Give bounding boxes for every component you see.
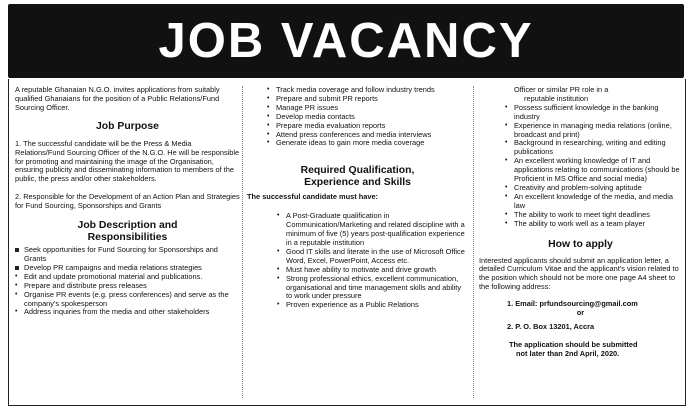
apply-po-box: 2. P. O. Box 13201, Accra bbox=[507, 321, 595, 331]
list-item bbox=[505, 193, 682, 211]
list-item-text: The ability to work well as a team player bbox=[514, 218, 646, 228]
dot-bullet-icon: • bbox=[267, 130, 270, 138]
list-item-text: Organise PR events (e.g. press conferences) and serve as the company's spokesperson bbox=[24, 289, 229, 308]
apply-email: 1. Email: prfundsourcing@gmail.com bbox=[507, 299, 638, 309]
job-description-heading: Job Description and bbox=[77, 220, 178, 232]
list-item-text: Good IT skills and literate in the use of Microsoft Office Word, Excel, PowerPoint, Access etc. bbox=[286, 246, 465, 265]
dot-bullet-icon: • bbox=[277, 274, 280, 282]
list-item bbox=[505, 104, 682, 122]
how-to-apply-heading: How to apply bbox=[548, 238, 613, 250]
dot-bullet-icon: • bbox=[505, 103, 508, 111]
duties-list bbox=[15, 246, 240, 317]
dot-bullet-icon: • bbox=[15, 308, 18, 316]
list-item-text: An excellent knowledge of the media, and media law bbox=[514, 191, 673, 210]
qualification-heading-line-2: Experience and Skills bbox=[304, 177, 411, 189]
dot-bullet-icon: • bbox=[15, 272, 18, 280]
list-item-text: Develop PR campaigns and media relations strategies bbox=[24, 262, 202, 272]
dot-bullet-icon: • bbox=[267, 94, 270, 102]
dot-bullet-icon: • bbox=[505, 210, 508, 218]
dot-bullet-icon: • bbox=[267, 112, 270, 120]
qualification-continued-line-2: reputable institution bbox=[524, 93, 589, 103]
dot-bullet-icon: • bbox=[505, 219, 508, 227]
apply-instructions: Interested applicants should submit an application letter, a detailed Curriculum Vitae and the applicant's vision related to the position which should not be more one page A4 sheet to the following address: bbox=[479, 255, 679, 292]
list-item-text: The ability to work to meet tight deadlines bbox=[514, 209, 650, 219]
list-item-text: A Post-Graduate qualification in Communication/Marketing and related discipline with a minimum of five (5) years post-qualification experience in a reputable institution bbox=[286, 211, 465, 247]
dot-bullet-icon: • bbox=[267, 86, 270, 93]
list-item bbox=[505, 157, 682, 184]
intro-paragraph: A reputable Ghanaian N.G.O. invites applications from suitably qualified Ghanaians for the position of a Public Relations/Fund Sourcing Officer. bbox=[15, 85, 220, 112]
list-item-text: Creativity and problem-solving aptitude bbox=[514, 182, 642, 192]
list-item-text: Attend press conferences and media interviews bbox=[276, 129, 432, 139]
qualification-continued: Officer or similar PR role in a bbox=[514, 85, 609, 94]
list-item-text: Prepare and submit PR reports bbox=[276, 93, 378, 103]
list-item-text: Experience in managing media relations (online, broadcast and print) bbox=[514, 120, 672, 139]
list-item-text: Address inquiries from the media and other stakeholders bbox=[24, 307, 210, 317]
list-item bbox=[267, 139, 468, 148]
list-item bbox=[15, 308, 240, 317]
dot-bullet-icon: • bbox=[267, 103, 270, 111]
dot-bullet-icon: • bbox=[15, 281, 18, 289]
list-item-text: Seek opportunities for Fund Sourcing for Sponsorships and Grants bbox=[24, 245, 218, 263]
list-item-text: Background in researching, writing and editing publications bbox=[514, 138, 666, 157]
square-bullet-icon bbox=[15, 246, 22, 255]
list-item-text: Develop media contacts bbox=[276, 111, 355, 121]
list-item bbox=[277, 301, 468, 310]
column-left bbox=[15, 86, 240, 317]
column-right bbox=[479, 86, 682, 359]
list-item-text: Manage PR issues bbox=[276, 102, 339, 112]
list-item-text: Possess sufficient knowledge in the banking industry bbox=[514, 102, 659, 121]
title-banner bbox=[8, 4, 684, 78]
job-purpose-heading: Job Purpose bbox=[96, 120, 159, 132]
dot-bullet-icon: • bbox=[267, 139, 270, 147]
column-divider bbox=[473, 86, 474, 398]
dot-bullet-icon: • bbox=[505, 183, 508, 191]
dot-bullet-icon: • bbox=[277, 301, 280, 309]
dot-bullet-icon: • bbox=[277, 265, 280, 273]
dot-bullet-icon: • bbox=[505, 192, 508, 200]
list-item-text: Proven experience as a Public Relations bbox=[286, 300, 419, 310]
must-have-label: The successful candidate must have: bbox=[247, 192, 379, 202]
duties-continued-list bbox=[247, 86, 468, 148]
list-item-text: Strong professional ethics, excellent communication, organisational and time management skills and ability to work under pressure bbox=[286, 273, 462, 301]
list-item-text: Track media coverage and follow industry trends bbox=[276, 85, 435, 94]
purpose-item-1: 1. The successful candidate will be the Press & Media Relations/Fund Sourcing Officer of the N.G.O. He will be responsible for promoting and maintaining the image of the Organisation, ensuring publicity and disseminating information to members of the public, the press and/or other stakeholders. bbox=[15, 138, 240, 184]
dot-bullet-icon: • bbox=[505, 121, 508, 129]
list-item bbox=[15, 246, 240, 264]
list-item-text: An excellent working knowledge of IT and applications relating to communications (should be Proficient in MS Office and social media) bbox=[514, 156, 680, 184]
list-item-text: Prepare and distribute press releases bbox=[24, 280, 147, 290]
list-item-text: Edit and update promotional material and publications. bbox=[24, 271, 203, 281]
list-item-text: Must have ability to motivate and drive growth bbox=[286, 264, 436, 274]
dot-bullet-icon: • bbox=[15, 290, 18, 298]
qualifications-more-list bbox=[479, 104, 682, 229]
dot-bullet-icon: • bbox=[277, 212, 280, 220]
dot-bullet-icon: • bbox=[505, 139, 508, 147]
column-middle bbox=[247, 86, 468, 310]
list-item bbox=[277, 212, 468, 248]
dot-bullet-icon: • bbox=[277, 247, 280, 255]
job-description-heading-line-2: Responsibilities bbox=[87, 232, 168, 244]
square-bullet-icon bbox=[15, 264, 22, 273]
dot-bullet-icon: • bbox=[505, 157, 508, 165]
apply-or: or bbox=[576, 308, 585, 318]
list-item bbox=[505, 122, 682, 140]
deadline-line-1: The application should be submitted bbox=[509, 339, 638, 349]
qualifications-list bbox=[247, 212, 468, 310]
list-item bbox=[505, 220, 682, 229]
list-item bbox=[505, 139, 682, 157]
list-item bbox=[277, 248, 468, 266]
list-item-text: Prepare media evaluation reports bbox=[276, 120, 386, 130]
list-item bbox=[15, 291, 240, 309]
dot-bullet-icon: • bbox=[267, 121, 270, 129]
page-title: JOB VACANCY bbox=[158, 13, 534, 68]
qualification-heading: Required Qualification, bbox=[300, 165, 415, 177]
deadline-line-2: not later than 2nd April, 2020. bbox=[516, 348, 620, 358]
purpose-item-2: 2. Responsible for the Development of an Action Plan and Strategies for Fund Sourcing, Sponsorships and Grants bbox=[15, 192, 240, 211]
list-item-text: Generate ideas to gain more media coverage bbox=[276, 138, 425, 148]
list-item bbox=[277, 275, 468, 302]
column-divider bbox=[242, 86, 243, 398]
